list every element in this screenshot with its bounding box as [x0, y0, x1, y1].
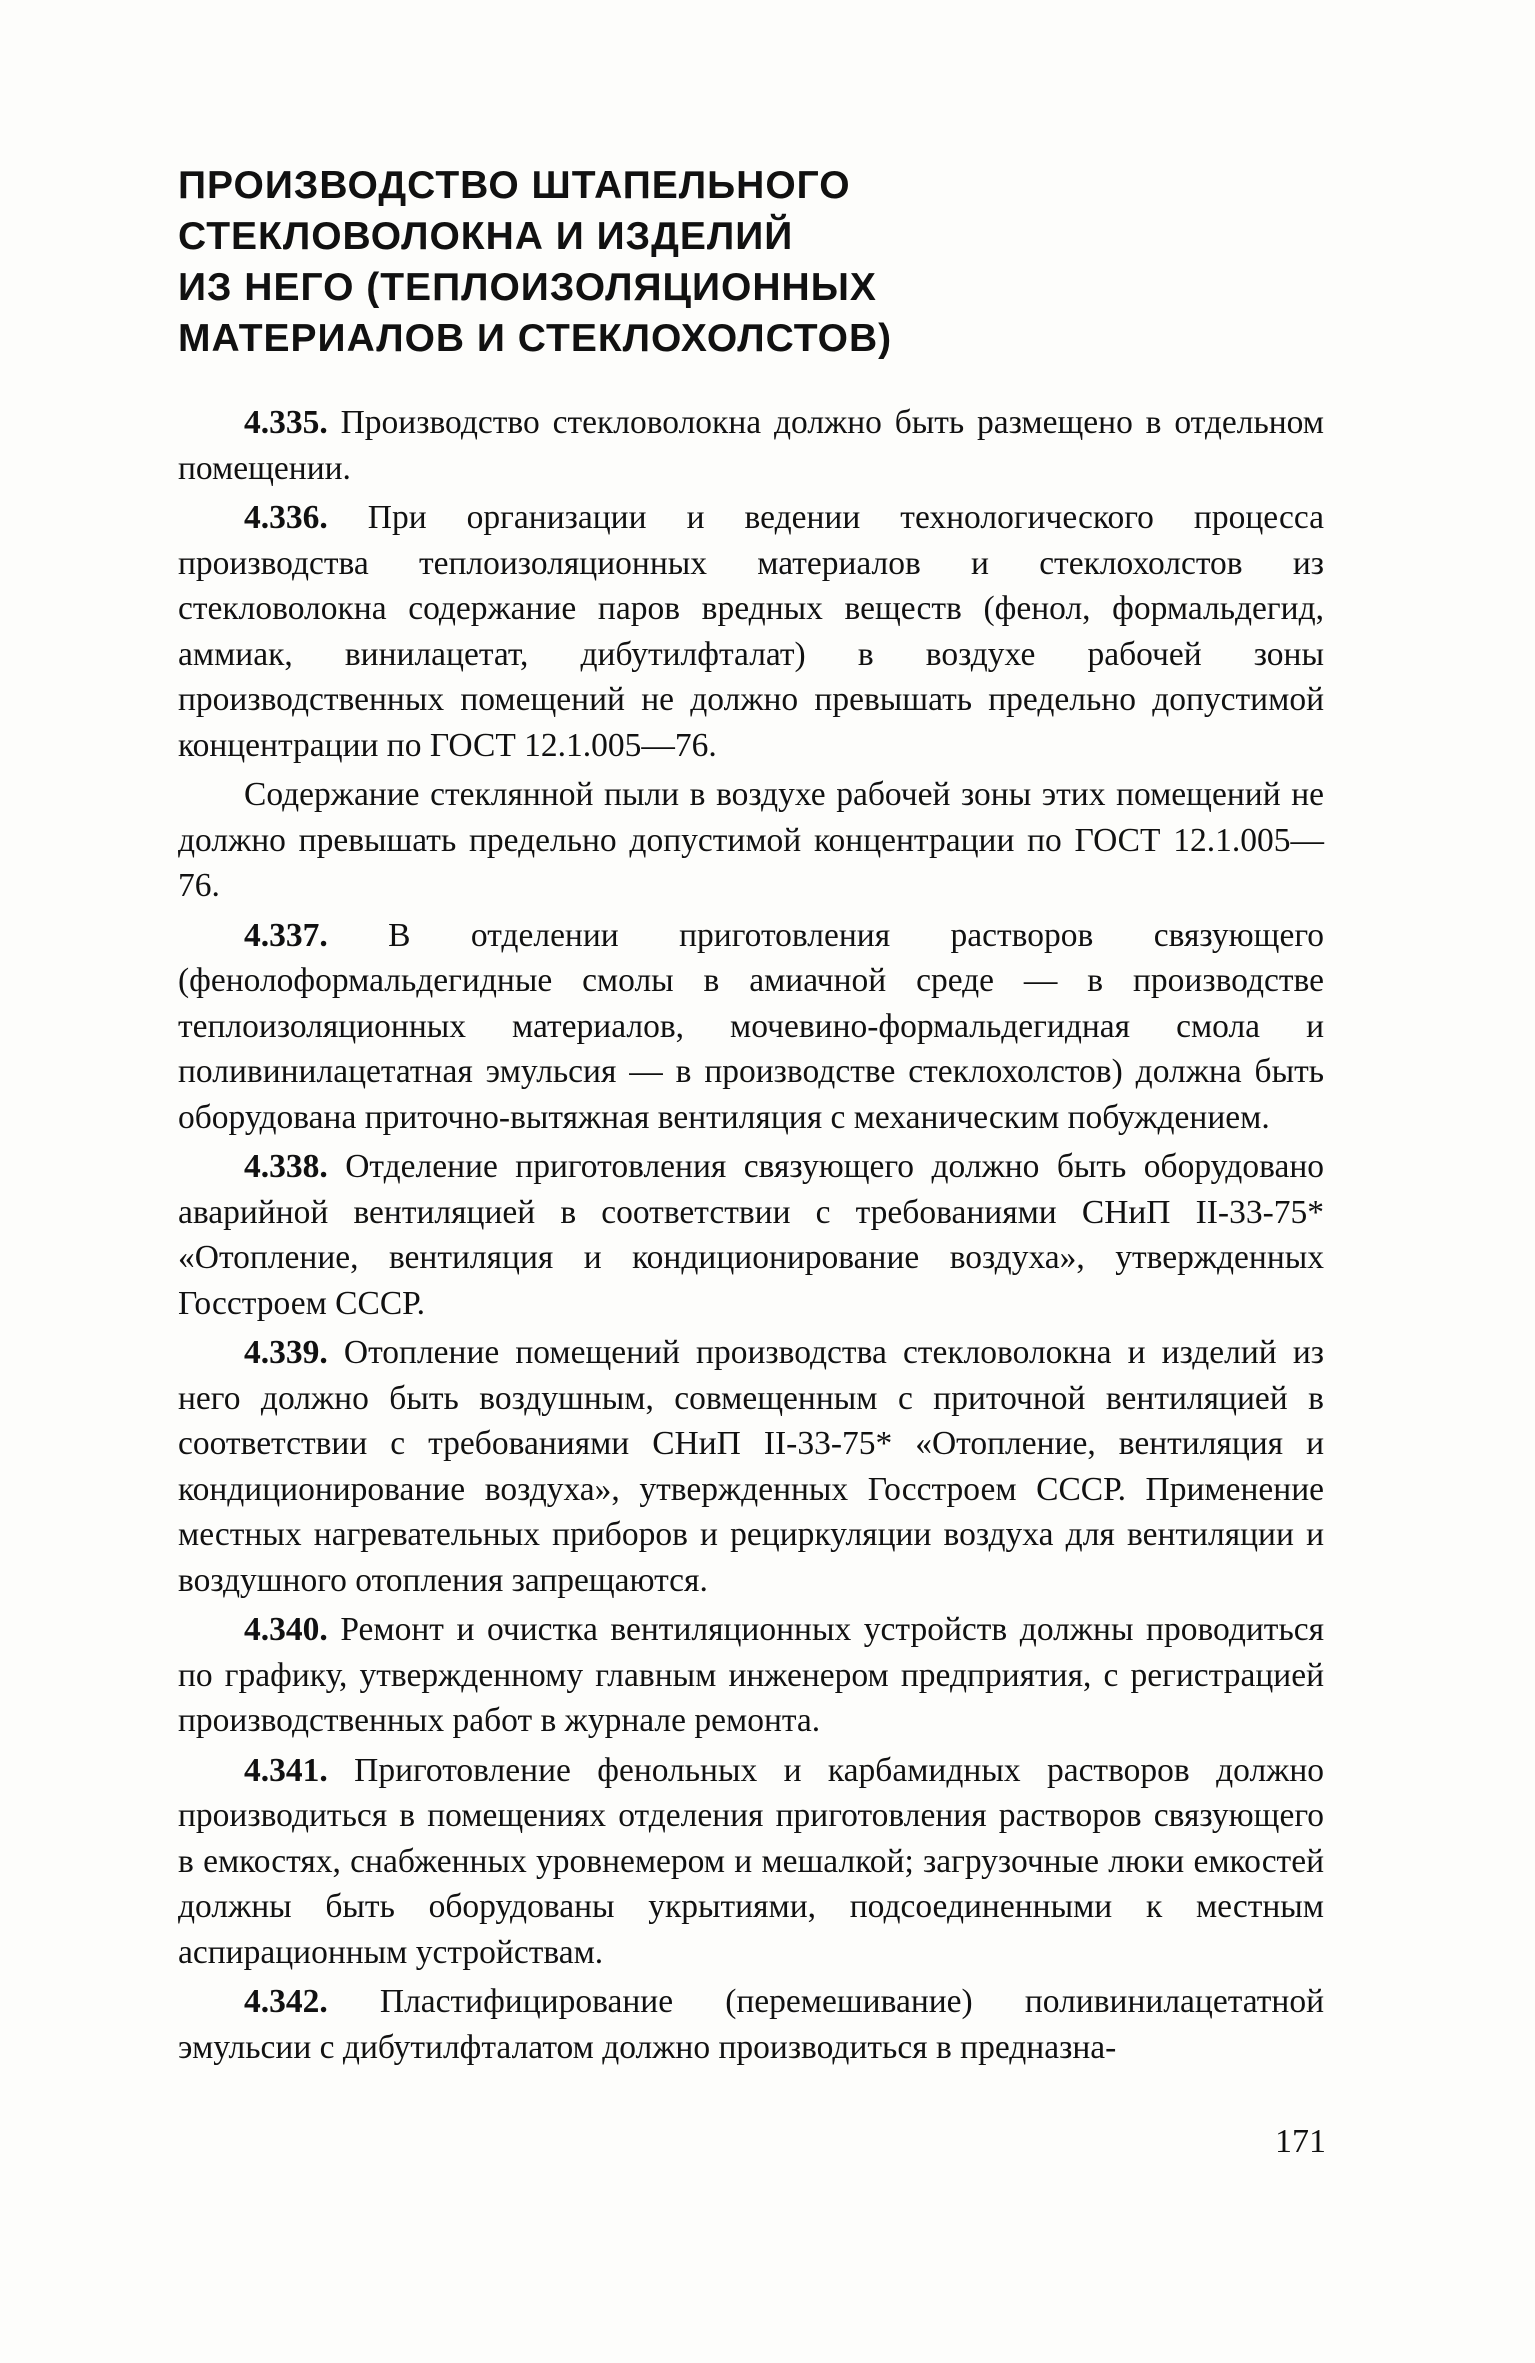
clause-number: 4.337.	[244, 916, 328, 954]
clause-text: Приготовление фенольных и карбамидных растворов должно производиться в помещениях отделения приготовления растворов связующего в емкостях, снабженных уровнемером и мешалкой; загрузочные люки емкостей должны быть оборудованы укрытиями, подсоединенными к местным аспирационным устройствам.	[178, 1751, 1325, 1971]
clause-4-339	[178, 1330, 1324, 1603]
body-text	[178, 400, 1324, 2074]
section-title-line: ПРОИЗВОДСТВО ШТАПЕЛЬНОГО	[178, 164, 851, 207]
section-title-line: МАТЕРИАЛОВ И СТЕКЛОХОЛСТОВ)	[178, 317, 893, 360]
clause-text: Отопление помещений производства стекловолокна и изделий из него должно быть воздушным, совмещенным с приточной вентиляцией в соответствии с требованиями СНиП II-33-75* «Отопление, вентиляция и кондиционирование воздуха», утвержденных Госстроем СССР. Применение местных нагревательных приборов и рециркуляции воздуха для вентиляции и воздушного отопления запрещаются.	[178, 1334, 1324, 1599]
clause-number: 4.336.	[244, 499, 328, 536]
clause-4-336-continuation	[178, 772, 1324, 909]
clause-4-338	[178, 1144, 1324, 1326]
clause-text: Производство стекловолокна должно быть размещено в отдельном помещении.	[178, 404, 1324, 487]
clause-4-341	[178, 1748, 1324, 1976]
clause-number: 4.339.	[244, 1334, 328, 1371]
clause-4-335	[178, 400, 1324, 491]
clause-text: В отделении приготовления растворов связующего (фенолоформальдегидные смолы в амиачной среде — в производстве теплоизоляционных материалов, мочевино-формальдегидная смола и поливинилацетатная эмульсия — в производстве стеклохолстов) должна быть оборудована приточно-вытяжная вентиляция с механическим побуждением.	[178, 916, 1325, 1136]
clause-text: Ремонт и очистка вентиляционных устройств должны проводиться по графику, утвержденному главным инженером предприятия, с регистрацией производственных работ в журнале ремонта.	[178, 1611, 1325, 1739]
clause-text: Пластифицирование (перемешивание) поливинилацетатной эмульсии с дибутилфталатом должно производиться в предназна-	[178, 1983, 1324, 2066]
clause-4-337	[178, 913, 1324, 1141]
section-title	[178, 160, 1078, 364]
clause-text: Содержание стеклянной пыли в воздухе рабочей зоны этих помещений не должно превышать предельно допустимой концентрации по ГОСТ 12.1.005—76.	[178, 776, 1324, 904]
clause-4-342	[178, 1979, 1324, 2070]
page-number: 171	[1275, 2123, 1326, 2160]
section-title-line: ИЗ НЕГО (ТЕПЛОИЗОЛЯЦИОННЫХ	[178, 266, 877, 309]
clause-number: 4.340.	[244, 1611, 328, 1648]
clause-4-336	[178, 495, 1324, 768]
clause-number: 4.342.	[244, 1983, 328, 2020]
section-title-line: СТЕКЛОВОЛОКНА И ИЗДЕЛИЙ	[178, 215, 794, 258]
clause-4-340	[178, 1607, 1324, 1744]
clause-text: Отделение приготовления связующего должно быть оборудовано аварийной вентиляцией в соответствии с требованиями СНиП II-33-75* «Отопление, вентиляция и кондиционирование воздуха», утвержденных Госстроем СССР.	[178, 1148, 1324, 1322]
clause-number: 4.341.	[244, 1751, 328, 1789]
clause-text: При организации и ведении технологического процесса производства теплоизоляционных материалов и стеклохолстов из стекловолокна содержание паров вредных веществ (фенол, формальдегид, аммиак, винилацетат, дибутилфталат) в воздухе рабочей зоны производственных помещений не должно превышать предельно допустимой концентрации по ГОСТ 12.1.005—76.	[178, 499, 1324, 764]
clause-number: 4.338.	[244, 1148, 328, 1185]
clause-number: 4.335.	[244, 404, 328, 441]
